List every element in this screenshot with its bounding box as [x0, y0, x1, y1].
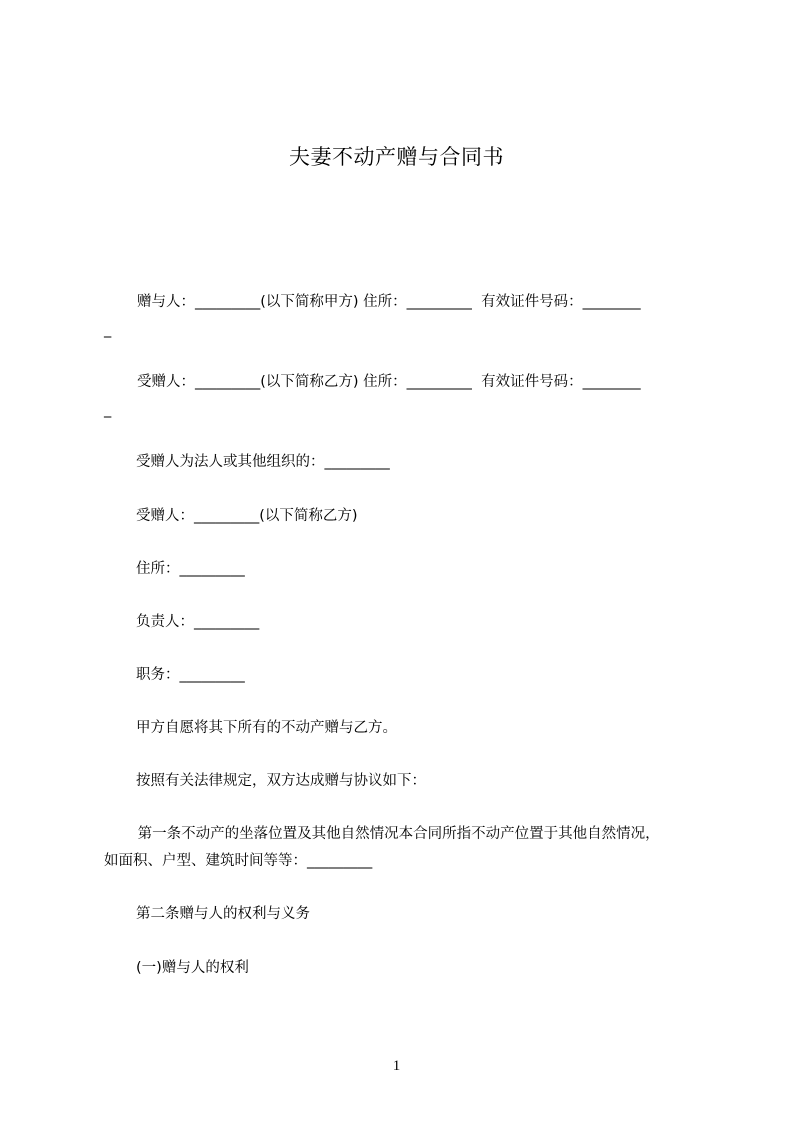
voluntary-gift-paragraph: 甲方自愿将其下所有的不动产赠与乙方。 [136, 720, 397, 736]
position-line: 职务：_________ [136, 667, 245, 683]
donor-line-continuation: _ [104, 322, 112, 338]
article-2-heading: 第二条赠与人的权利与义务 [136, 906, 310, 922]
section-1-heading: (一)赠与人的权利 [136, 960, 249, 976]
legal-person-line: 受赠人为法人或其他组织的：_________ [136, 454, 390, 470]
donor-line: 赠与人：_________(以下简称甲方) 住所：_________ 有效证件号码：________ [137, 294, 641, 310]
donee-second-line: 受赠人：_________(以下简称乙方) [136, 508, 358, 524]
agreement-intro-paragraph: 按照有关法律规定，双方达成赠与协议如下： [136, 773, 426, 789]
donee-line: 受赠人：_________(以下简称乙方) 住所：_________ 有效证件号码：________ [137, 374, 641, 390]
article-1-line-1: 第一条不动产的坐落位置及其他自然情况本合同所指不动产位置于其他自然情况， [133, 826, 660, 842]
address-line: 住所：_________ [136, 561, 245, 577]
article-1-line-2: 如面积、户型、建筑时间等等：_________ [104, 853, 373, 869]
donee-line-continuation: _ [104, 402, 112, 418]
principal-line: 负责人：_________ [136, 614, 260, 630]
page-number: 1 [392, 1058, 401, 1074]
document-title: 夫妻不动产赠与合同书 [289, 145, 504, 169]
